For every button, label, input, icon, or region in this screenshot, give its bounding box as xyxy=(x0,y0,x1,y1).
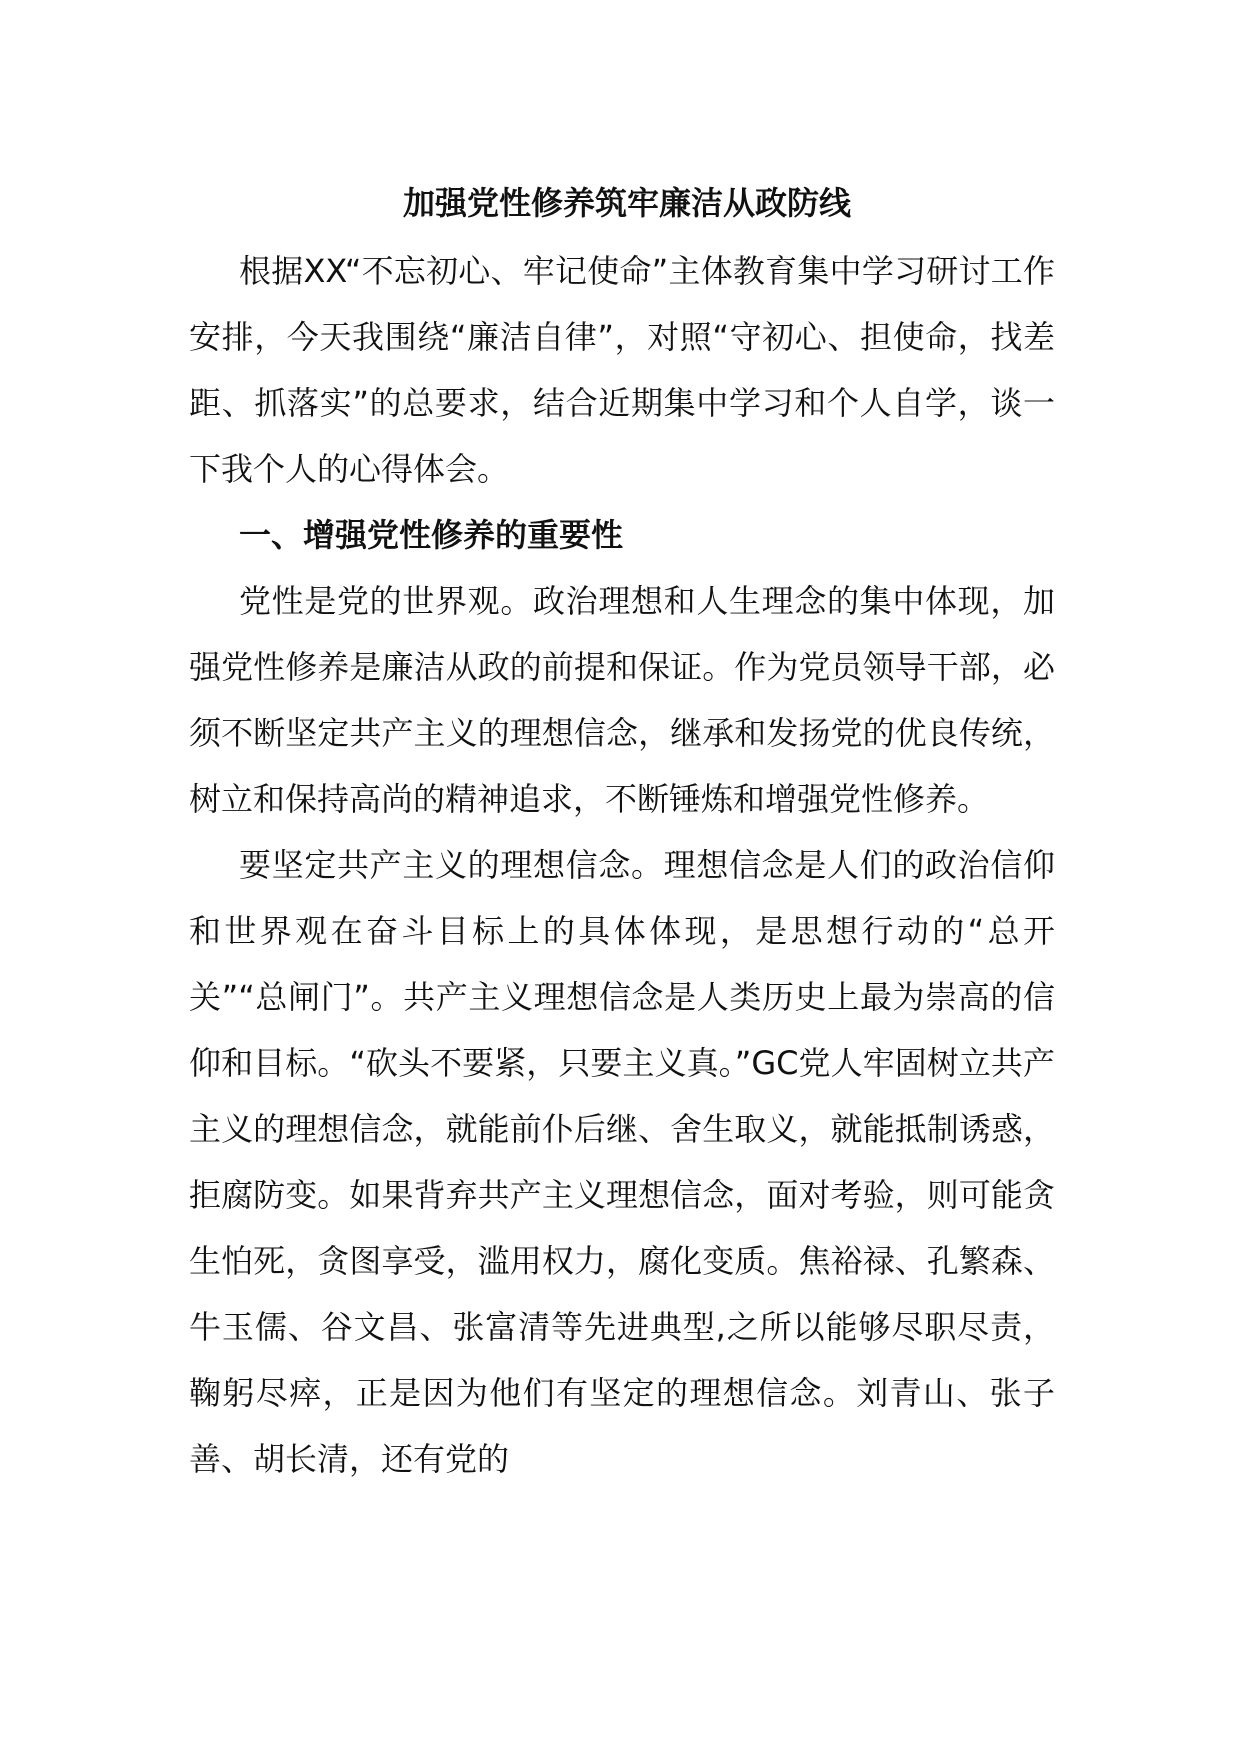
intro-paragraph: 根据XX“不忘初心、牢记使命”主体教育集中学习研讨工作安排，今天我围绕“廉洁自律”，对照“守初心、担使命，找差距、抓落实”的总要求，结合近期集中学习和个人自学，谈一下我个人的心得体会。 xyxy=(189,252,1055,488)
section-paragraph: 党性是党的世界观。政治理想和人生理念的集中体现，加强党性修养是廉洁从政的前提和保证。作为党员领导干部，必须不断坚定共产主义的理想信念，继承和发扬党的优良传统，树立和保持高尚的精神追求，不断锤炼和增强党性修养。 xyxy=(189,582,1055,818)
document-title: 加强党性修养筑牢廉洁从政防线 xyxy=(402,184,851,222)
document-body xyxy=(189,172,1055,1492)
section-heading: 一、增强党性修养的重要性 xyxy=(239,516,624,554)
section-paragraph: 要坚定共产主义的理想信念。理想信念是人们的政治信仰和世界观在奋斗目标上的具体体现，是思想行动的“总开关”“总闸门”。共产主义理想信念是人类历史上最为崇高的信仰和目标。“砍头不要紧，只要主义真。”GC党人牢固树立共产主义的理想信念，就能前仆后继、舍生取义，就能抵制诱惑，拒腐防变。如果背弃共产主义理想信念，面对考验，则可能贪生怕死，贪图享受，滥用权力，腐化变质。焦裕禄、孔繁森、牛玉儒、谷文昌、张富清等先进典型,之所以能够尽职尽责，鞠躬尽瘁，正是因为他们有坚定的理想信念。刘青山、张子善、胡长清，还有党的 xyxy=(189,846,1055,1478)
